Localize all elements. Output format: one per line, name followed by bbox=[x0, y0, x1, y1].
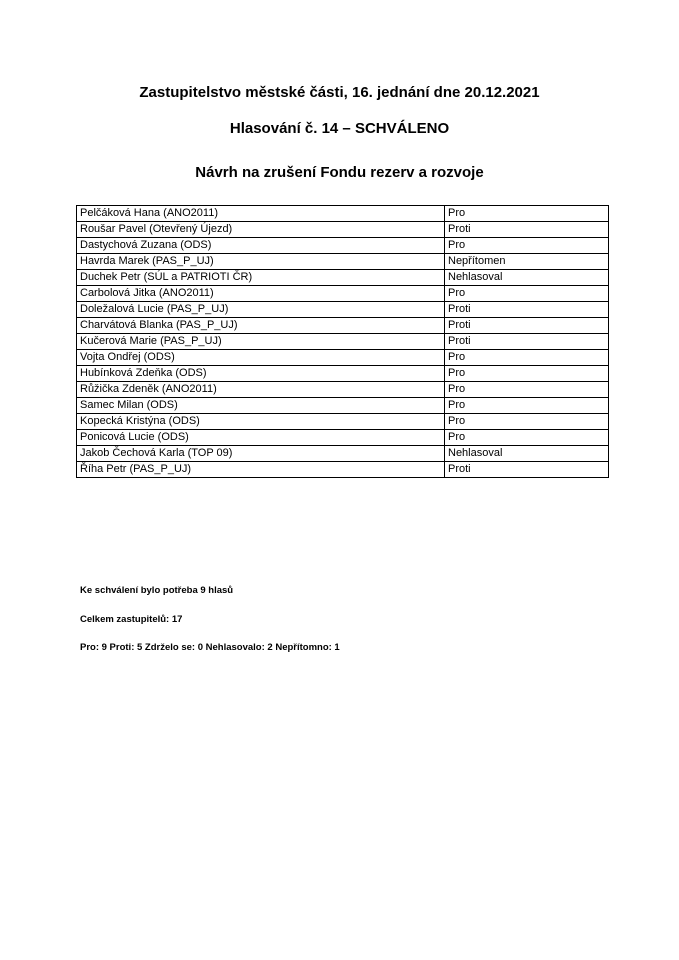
vote-result-heading: Hlasování č. 14 – SCHVÁLENO bbox=[229, 120, 450, 137]
table-row bbox=[77, 430, 609, 446]
table-row bbox=[77, 350, 609, 366]
member-vote-cell: Pro bbox=[445, 366, 609, 382]
member-name-cell: Říha Petr (PAS_P_UJ) bbox=[77, 462, 445, 478]
votes-table bbox=[76, 205, 609, 478]
member-vote-cell: Pro bbox=[445, 238, 609, 254]
member-name-cell: Carbolová Jitka (ANO2011) bbox=[77, 286, 445, 302]
table-row bbox=[77, 446, 609, 462]
table-row bbox=[77, 382, 609, 398]
member-vote-cell: Proti bbox=[445, 302, 609, 318]
table-row bbox=[77, 462, 609, 478]
member-vote-cell: Proti bbox=[445, 222, 609, 238]
member-name-cell: Hubínková Zdeňka (ODS) bbox=[77, 366, 445, 382]
member-vote-cell: Pro bbox=[445, 206, 609, 222]
table-row bbox=[77, 254, 609, 270]
table-row bbox=[77, 334, 609, 350]
member-name-cell: Dastychová Zuzana (ODS) bbox=[77, 238, 445, 254]
table-row bbox=[77, 238, 609, 254]
member-name-cell: Charvátová Blanka (PAS_P_UJ) bbox=[77, 318, 445, 334]
member-vote-cell: Pro bbox=[445, 286, 609, 302]
vote-results-text: Pro: 9 Proti: 5 Zdrželo se: 0 Nehlasovalo: 2 Nepřítomno: 1 bbox=[80, 642, 340, 653]
member-name-cell: Samec Milan (ODS) bbox=[77, 398, 445, 414]
required-votes-text: Ke schválení bylo potřeba 9 hlasů bbox=[80, 585, 234, 596]
member-vote-cell: Pro bbox=[445, 350, 609, 366]
member-name-cell: Roušar Pavel (Otevřený Újezd) bbox=[77, 222, 445, 238]
table-row bbox=[77, 414, 609, 430]
table-row bbox=[77, 398, 609, 414]
member-name-cell: Ponicová Lucie (ODS) bbox=[77, 430, 445, 446]
member-vote-cell: Proti bbox=[445, 334, 609, 350]
member-name-cell: Vojta Ondřej (ODS) bbox=[77, 350, 445, 366]
member-name-cell: Kopecká Kristýna (ODS) bbox=[77, 414, 445, 430]
motion-title: Návrh na zrušení Fondu rezerv a rozvoje bbox=[195, 164, 484, 181]
member-vote-cell: Proti bbox=[445, 462, 609, 478]
member-vote-cell: Proti bbox=[445, 318, 609, 334]
member-vote-cell: Pro bbox=[445, 398, 609, 414]
table-row bbox=[77, 318, 609, 334]
total-members-text: Celkem zastupitelů: 17 bbox=[80, 614, 183, 625]
table-row bbox=[77, 270, 609, 286]
member-vote-cell: Nepřítomen bbox=[445, 254, 609, 270]
votes-table-body bbox=[77, 206, 609, 478]
member-name-cell: Pelčáková Hana (ANO2011) bbox=[77, 206, 445, 222]
document-title: Zastupitelstvo městské části, 16. jednání dne 20.12.2021 bbox=[139, 84, 540, 101]
member-name-cell: Havrda Marek (PAS_P_UJ) bbox=[77, 254, 445, 270]
table-row bbox=[77, 286, 609, 302]
table-row bbox=[77, 302, 609, 318]
member-vote-cell: Pro bbox=[445, 430, 609, 446]
member-name-cell: Jakob Čechová Karla (TOP 09) bbox=[77, 446, 445, 462]
table-row bbox=[77, 222, 609, 238]
table-row bbox=[77, 366, 609, 382]
member-name-cell: Růžička Zdeněk (ANO2011) bbox=[77, 382, 445, 398]
member-vote-cell: Nehlasoval bbox=[445, 446, 609, 462]
member-name-cell: Duchek Petr (SÚL a PATRIOTI ČR) bbox=[77, 270, 445, 286]
member-name-cell: Kučerová Marie (PAS_P_UJ) bbox=[77, 334, 445, 350]
member-name-cell: Doležalová Lucie (PAS_P_UJ) bbox=[77, 302, 445, 318]
table-row bbox=[77, 206, 609, 222]
member-vote-cell: Pro bbox=[445, 414, 609, 430]
member-vote-cell: Nehlasoval bbox=[445, 270, 609, 286]
member-vote-cell: Pro bbox=[445, 382, 609, 398]
